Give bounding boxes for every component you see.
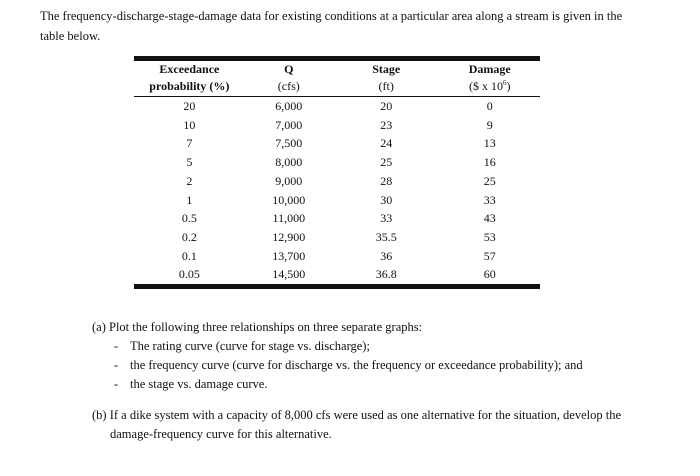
cell-q: 7,500: [275, 136, 303, 151]
header-exceedance: Exceedance: [159, 62, 220, 76]
question-a-bullets: [92, 337, 672, 394]
questions-block: [92, 318, 672, 444]
cell-damage: 60: [483, 267, 496, 282]
data-table: [134, 56, 540, 289]
bullet-text: the frequency curve (curve for discharge vs. the frequency or exceedance probability); and: [130, 358, 583, 372]
question-b-line-1: (b) If a dike system with a capacity of 8,000 cfs were used as one alternative for the situation, develop the: [92, 408, 621, 422]
table-row: [134, 191, 540, 210]
damage-unit-exponent: 6: [503, 79, 507, 87]
table-body: [134, 97, 540, 287]
bullet-dash: -: [114, 377, 119, 391]
table-row: [134, 97, 540, 116]
cell-q: 13,700: [272, 248, 306, 263]
cell-stage: 36: [380, 248, 393, 263]
table-row: [134, 172, 540, 191]
question-b: [92, 406, 672, 444]
cell-q: 14,500: [272, 267, 306, 282]
cell-q: 8,000: [275, 155, 303, 170]
table-row: [134, 209, 540, 228]
cell-q: 12,900: [272, 229, 306, 244]
bullet-item: [92, 375, 672, 394]
cell-q: 10,000: [272, 192, 306, 207]
cell-exceedance: 5: [186, 155, 193, 170]
header-stage: Stage: [372, 62, 401, 76]
bullet-item: [92, 337, 672, 356]
table-row: [134, 116, 540, 135]
cell-exceedance: 0.5: [181, 211, 197, 226]
header-q-unit: (cfs): [245, 78, 333, 97]
intro-paragraph: [40, 6, 670, 46]
cell-exceedance: 2: [186, 173, 193, 188]
cell-damage: 33: [483, 192, 496, 207]
cell-stage: 25: [380, 155, 393, 170]
cell-stage: 24: [380, 136, 393, 151]
bullet-dash: -: [114, 339, 119, 353]
cell-exceedance: 1: [186, 192, 193, 207]
intro-line-2: table below.: [40, 29, 101, 43]
bullet-text: The rating curve (curve for stage vs. discharge);: [130, 339, 370, 353]
cell-exceedance: 0.05: [178, 267, 200, 282]
cell-damage: 16: [483, 155, 496, 170]
bullet-text: the stage vs. damage curve.: [130, 377, 268, 391]
header-exceedance-unit: probability (%): [134, 78, 245, 97]
cell-exceedance: 20: [183, 99, 196, 113]
cell-q: 6,000: [275, 99, 303, 113]
header-damage: Damage: [468, 62, 511, 76]
damage-unit-suffix: ): [506, 79, 511, 93]
header-q: Q: [284, 62, 294, 76]
cell-stage: 23: [380, 117, 393, 132]
cell-stage: 30: [380, 192, 393, 207]
cell-exceedance: 0.1: [181, 248, 197, 263]
cell-stage: 33: [380, 211, 393, 226]
cell-damage: 53: [483, 229, 496, 244]
cell-stage: 20: [380, 99, 393, 113]
cell-damage: 57: [483, 248, 496, 263]
table-row: [134, 228, 540, 247]
cell-stage: 36.8: [375, 267, 397, 282]
cell-q: 7,000: [275, 117, 303, 132]
cell-exceedance: 7: [186, 136, 193, 151]
cell-damage: 9: [486, 117, 493, 132]
cell-stage: 35.5: [375, 229, 397, 244]
cell-damage: 25: [483, 173, 496, 188]
cell-q: 11,000: [272, 211, 306, 226]
question-a: (a) Plot the following three relationships on three separate graphs:: [92, 320, 423, 334]
table-header: [134, 59, 540, 97]
cell-exceedance: 0.2: [181, 229, 197, 244]
cell-damage: 0: [486, 99, 493, 113]
cell-damage: 13: [483, 136, 496, 151]
cell-exceedance: 10: [183, 117, 196, 132]
question-b-line-2: damage-frequency curve for this alternative.: [110, 427, 332, 441]
header-damage-unit: [440, 78, 541, 97]
cell-stage: 28: [380, 173, 393, 188]
table-row: [134, 265, 540, 286]
table-row: [134, 247, 540, 266]
table-row: [134, 134, 540, 153]
bullet-dash: -: [114, 358, 119, 372]
cell-damage: 43: [483, 211, 496, 226]
cell-q: 9,000: [275, 173, 303, 188]
table-row: [134, 153, 540, 172]
header-stage-unit: (ft): [333, 78, 440, 97]
damage-unit-prefix: ($ x 10: [469, 79, 503, 93]
intro-line-1: The frequency-discharge-stage-damage data for existing conditions at a particular area along a stream is given in the: [40, 9, 623, 23]
bullet-item: [92, 356, 672, 375]
